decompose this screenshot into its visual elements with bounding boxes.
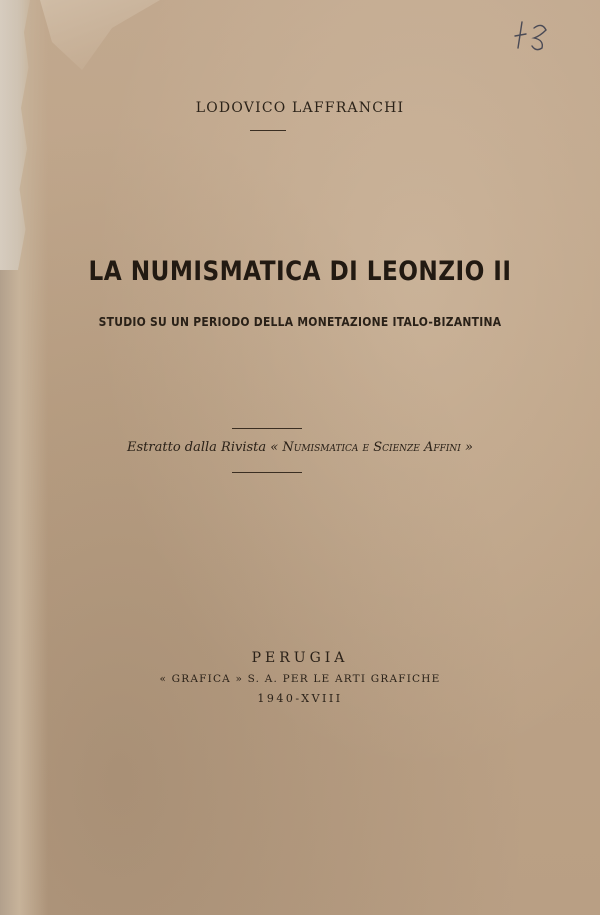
author-name: LODOVICO LAFFRANCHI <box>195 100 405 116</box>
journal-name: Numismatica e Scienze Affini <box>282 440 461 455</box>
extract-prefix: Estratto dalla Rivista « <box>127 440 283 455</box>
book-subtitle: STUDIO SU UN PERIODO DELLA MONETAZIONE ITALO-BIZANTINA <box>98 314 502 329</box>
publication-year: 1940-XVIII <box>257 692 343 705</box>
divider <box>232 428 302 429</box>
pencil-mark-icon <box>512 18 558 58</box>
book-title: LA NUMISMATICA DI LEONZIO II <box>88 256 512 287</box>
extract-note <box>40 440 560 455</box>
publication-city: PERUGIA <box>251 650 349 666</box>
publisher-name: « GRAFICA » S. A. PER LE ARTI GRAFICHE <box>159 673 441 685</box>
extract-suffix: » <box>460 440 473 455</box>
divider <box>232 472 302 473</box>
torn-top-corner <box>40 0 160 70</box>
divider <box>250 130 286 131</box>
